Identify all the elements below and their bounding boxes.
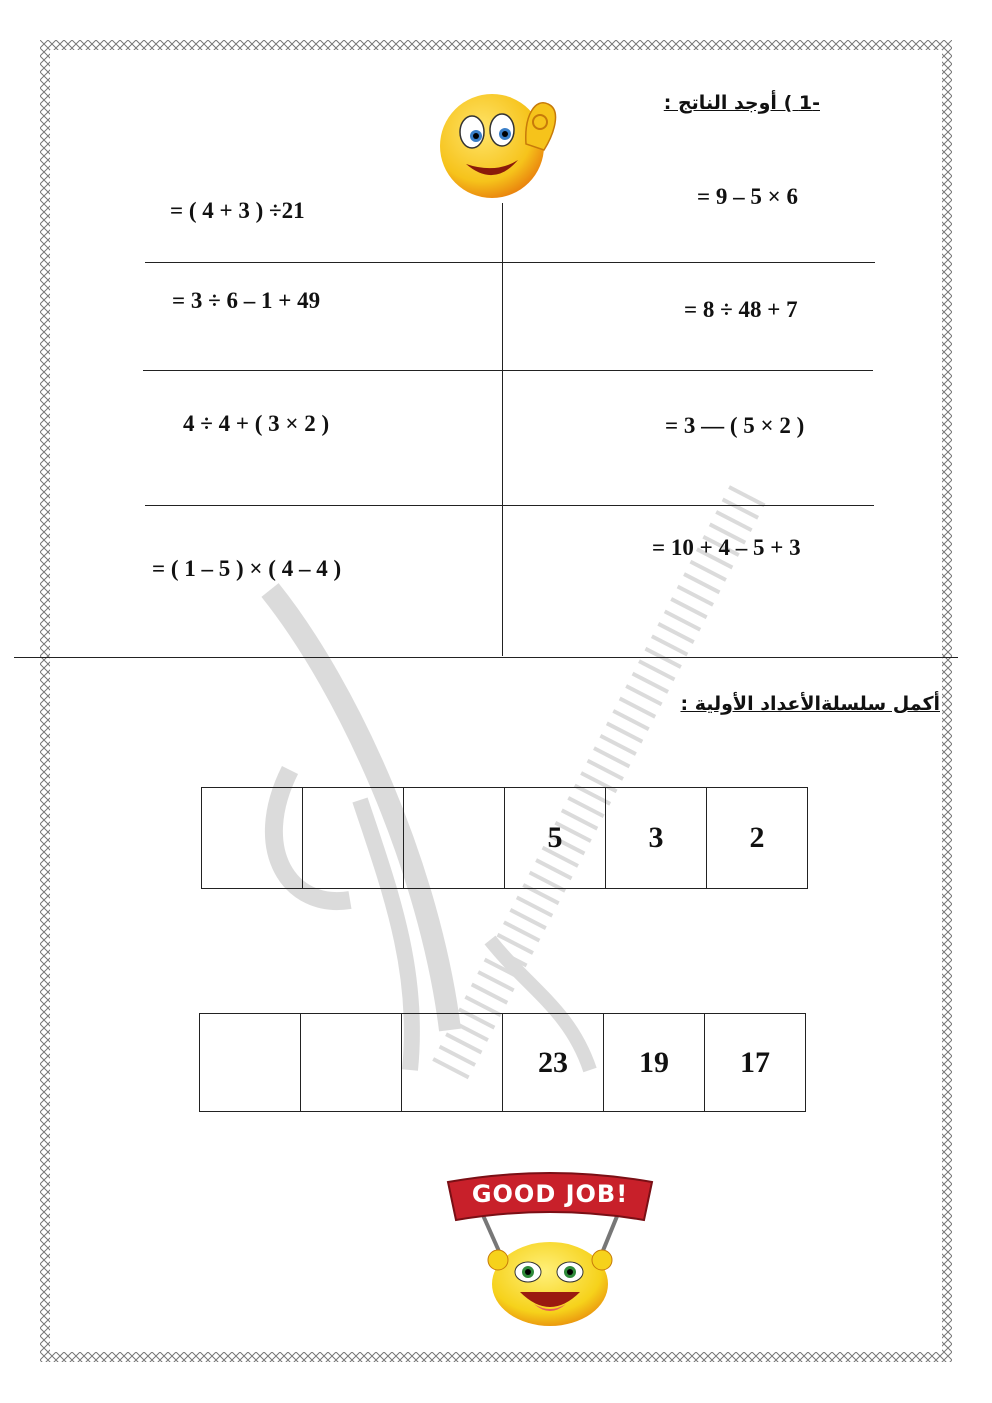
expression-left-3: 4 ÷ 4 + ( 3 × 2 ): [183, 411, 330, 436]
question1-title: -1 ) أوجد الناتج :: [663, 92, 820, 114]
table-row-line: [145, 505, 874, 506]
smiley-ok-icon: [436, 84, 568, 202]
sequence-cell: 19: [604, 1014, 705, 1112]
expression-right-4: = 10 + 4 – 5 + 3: [652, 535, 801, 560]
sequence-cell: 3: [606, 788, 707, 889]
sequence-cell[interactable]: [404, 788, 505, 889]
expression-left-4: = ( 1 – 5 ) × ( 4 – 4 ): [152, 556, 342, 581]
sequence-cell[interactable]: [301, 1014, 402, 1112]
sequence-cell[interactable]: [303, 788, 404, 889]
sequence-cell: 23: [503, 1014, 604, 1112]
table-row-line: [145, 262, 875, 263]
expression-left-2: = 3 ÷ 6 – 1 + 49: [172, 288, 321, 313]
expression-right-3: = 3 — ( 5 × 2 ): [665, 413, 805, 438]
sequence-cell[interactable]: [200, 1014, 301, 1112]
section-divider: [14, 657, 958, 658]
expression-left-1: = ( 4 + 3 ) ÷21: [170, 198, 305, 223]
expression-right-1: = 9 – 5 × 6: [697, 184, 798, 209]
sequence-cell: 2: [707, 788, 808, 889]
table-row-line: [143, 370, 873, 371]
sequence-cell: 17: [705, 1014, 806, 1112]
table-vertical-divider: [502, 203, 503, 656]
prime-sequence-table-2: [199, 1013, 806, 1112]
sequence-cell: 5: [505, 788, 606, 889]
prime-sequence-table-1: [201, 787, 808, 889]
sequence-cell[interactable]: [202, 788, 303, 889]
expression-right-2: = 8 ÷ 48 + 7: [684, 297, 798, 322]
question2-title: أكمل سلسلةالأعداد الأولية :: [680, 693, 940, 715]
sequence-cell[interactable]: [402, 1014, 503, 1112]
good-job-banner-text: GOOD JOB!: [471, 1180, 629, 1208]
